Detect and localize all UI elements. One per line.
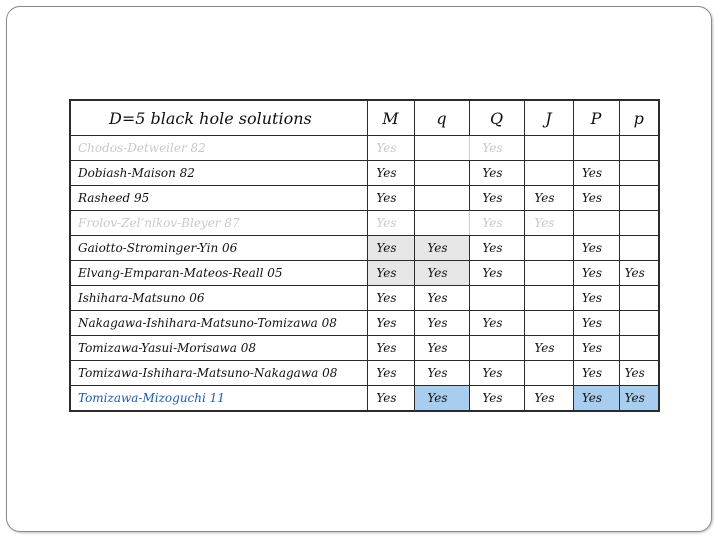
cell-P: Yes xyxy=(573,236,619,261)
cell-M: Yes xyxy=(367,286,414,311)
cell-M: Yes xyxy=(367,211,414,236)
cell-q xyxy=(414,136,469,161)
cell-P: Yes xyxy=(573,311,619,336)
cell-Q: Yes xyxy=(469,386,524,412)
cell-M: Yes xyxy=(367,261,414,286)
cell-P: Yes xyxy=(573,261,619,286)
cell-p xyxy=(619,136,659,161)
cell-Q xyxy=(469,336,524,361)
solution-name: Tomizawa-Ishihara-Matsuno-Nakagawa 08 xyxy=(70,361,367,386)
cell-J xyxy=(524,136,573,161)
column-header-q: q xyxy=(414,100,469,136)
solution-name: Dobiash-Maison 82 xyxy=(70,161,367,186)
cell-p xyxy=(619,286,659,311)
cell-Q: Yes xyxy=(469,236,524,261)
cell-J: Yes xyxy=(524,386,573,412)
cell-J xyxy=(524,161,573,186)
black-hole-solutions-table xyxy=(69,99,660,412)
cell-J: Yes xyxy=(524,211,573,236)
table-title: D=5 black hole solutions xyxy=(70,100,367,136)
cell-p xyxy=(619,211,659,236)
cell-Q: Yes xyxy=(469,136,524,161)
cell-P xyxy=(573,211,619,236)
cell-P: Yes xyxy=(573,361,619,386)
cell-Q: Yes xyxy=(469,361,524,386)
cell-J xyxy=(524,261,573,286)
table-row xyxy=(70,386,659,412)
cell-q xyxy=(414,186,469,211)
solution-name: Tomizawa-Mizoguchi 11 xyxy=(70,386,367,412)
table-row xyxy=(70,161,659,186)
cell-M: Yes xyxy=(367,386,414,412)
cell-p: Yes xyxy=(619,261,659,286)
cell-J xyxy=(524,361,573,386)
cell-P: Yes xyxy=(573,336,619,361)
cell-P: Yes xyxy=(573,186,619,211)
solution-name: Frolov-Zel’nikov-Bleyer 87 xyxy=(70,211,367,236)
solution-name: Tomizawa-Yasui-Morisawa 08 xyxy=(70,336,367,361)
column-header-p: p xyxy=(619,100,659,136)
cell-q: Yes xyxy=(414,236,469,261)
cell-q: Yes xyxy=(414,336,469,361)
cell-Q: Yes xyxy=(469,211,524,236)
cell-J: Yes xyxy=(524,336,573,361)
table-row xyxy=(70,136,659,161)
cell-M: Yes xyxy=(367,311,414,336)
solution-name: Chodos-Detweiler 82 xyxy=(70,136,367,161)
cell-q xyxy=(414,211,469,236)
cell-J xyxy=(524,236,573,261)
solution-name: Ishihara-Matsuno 06 xyxy=(70,286,367,311)
table-row xyxy=(70,211,659,236)
cell-P: Yes xyxy=(573,286,619,311)
cell-M: Yes xyxy=(367,136,414,161)
cell-P: Yes xyxy=(573,161,619,186)
table-row xyxy=(70,261,659,286)
cell-q: Yes xyxy=(414,261,469,286)
cell-J xyxy=(524,311,573,336)
cell-p xyxy=(619,161,659,186)
cell-P: Yes xyxy=(573,386,619,412)
cell-J xyxy=(524,286,573,311)
cell-Q: Yes xyxy=(469,161,524,186)
cell-Q xyxy=(469,286,524,311)
cell-M: Yes xyxy=(367,361,414,386)
cell-M: Yes xyxy=(367,186,414,211)
cell-q: Yes xyxy=(414,311,469,336)
table-row xyxy=(70,286,659,311)
cell-q: Yes xyxy=(414,361,469,386)
header-row xyxy=(70,100,659,136)
cell-q: Yes xyxy=(414,286,469,311)
column-header-M: M xyxy=(367,100,414,136)
cell-p xyxy=(619,311,659,336)
cell-Q: Yes xyxy=(469,261,524,286)
cell-q xyxy=(414,161,469,186)
cell-p: Yes xyxy=(619,386,659,412)
column-header-J: J xyxy=(524,100,573,136)
solution-name: Rasheed 95 xyxy=(70,186,367,211)
cell-P xyxy=(573,136,619,161)
cell-Q: Yes xyxy=(469,186,524,211)
cell-M: Yes xyxy=(367,161,414,186)
cell-M: Yes xyxy=(367,236,414,261)
column-header-Q: Q xyxy=(469,100,524,136)
cell-p: Yes xyxy=(619,361,659,386)
table-row xyxy=(70,311,659,336)
cell-p xyxy=(619,186,659,211)
table-row xyxy=(70,236,659,261)
cell-p xyxy=(619,236,659,261)
solution-name: Nakagawa-Ishihara-Matsuno-Tomizawa 08 xyxy=(70,311,367,336)
table-row xyxy=(70,361,659,386)
table-row xyxy=(70,186,659,211)
column-header-P: P xyxy=(573,100,619,136)
table-row xyxy=(70,336,659,361)
cell-Q: Yes xyxy=(469,311,524,336)
cell-q: Yes xyxy=(414,386,469,412)
cell-M: Yes xyxy=(367,336,414,361)
cell-J: Yes xyxy=(524,186,573,211)
solution-name: Gaiotto-Strominger-Yin 06 xyxy=(70,236,367,261)
solution-name: Elvang-Emparan-Mateos-Reall 05 xyxy=(70,261,367,286)
cell-p xyxy=(619,336,659,361)
